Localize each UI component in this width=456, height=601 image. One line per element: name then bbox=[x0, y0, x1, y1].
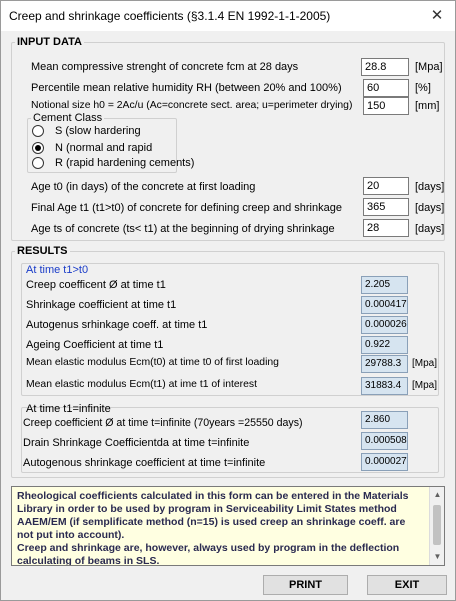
rh-input[interactable] bbox=[363, 79, 409, 97]
autog-t1-label: Autogenus srhinkage coeff. at time t1 bbox=[26, 319, 208, 331]
fcm-unit: [Mpa] bbox=[415, 61, 443, 73]
h0-unit: [mm] bbox=[415, 100, 440, 112]
ageing-t1-label: Ageing Coefficient at time t1 bbox=[26, 339, 164, 351]
autog-inf-value: 0.000027 bbox=[361, 453, 408, 471]
ecm-t1-label: Mean elastic modulus Ecm(t1) at ime t1 of interest bbox=[26, 379, 257, 390]
fcm-label: Mean compressive strenght of concrete fcm at 28 days bbox=[31, 61, 299, 73]
t0-label: Age t0 (in days) of the concrete at first loading bbox=[31, 181, 256, 193]
rh-unit: [%] bbox=[415, 82, 431, 94]
t0-input[interactable] bbox=[363, 177, 409, 195]
exit-button[interactable]: EXIT bbox=[367, 575, 447, 595]
shrink-t1-label: Shrinkage coefficient at time t1 bbox=[26, 299, 177, 311]
cement-n-label[interactable]: N (normal and rapid bbox=[55, 142, 153, 154]
fcm-input[interactable] bbox=[361, 58, 409, 76]
cement-n-radio[interactable] bbox=[32, 142, 44, 154]
window-title: Creep and shrinkage coefficients (§3.1.4 EN 1992-1-1-2005) bbox=[9, 9, 331, 23]
cement-s-radio[interactable] bbox=[32, 125, 44, 137]
ts-label: Age ts of concrete (ts< t1) at the beginning of drying shrinkage bbox=[31, 223, 335, 235]
note-scrollbar[interactable] bbox=[429, 487, 444, 565]
ts-unit: [days] bbox=[415, 223, 445, 235]
input-data-legend: INPUT DATA bbox=[17, 36, 82, 48]
cement-r-radio[interactable] bbox=[32, 157, 44, 169]
h0-label: Notional size h0 = 2Ac/u (Ac=concrete sect. area; u=perimeter drying) bbox=[31, 100, 353, 111]
results-legend: RESULTS bbox=[17, 245, 68, 257]
info-note[interactable] bbox=[11, 486, 445, 566]
creep-t1-label: Creep coefficent Ø at time t1 bbox=[26, 279, 166, 291]
title-bar bbox=[1, 1, 455, 31]
scroll-thumb[interactable] bbox=[433, 505, 441, 545]
ecm-t0-value: 29788.3 bbox=[361, 355, 408, 373]
up-arrow-icon[interactable]: ▲ bbox=[433, 490, 442, 499]
creep-inf-label: Creep coefficient Ø at time t=infinite (70years =25550 days) bbox=[23, 417, 303, 429]
cement-s-label[interactable]: S (slow hardering bbox=[55, 125, 141, 137]
ecm-t0-label: Mean elastic modulus Ecm(t0) at time t0 of first loading bbox=[26, 357, 279, 368]
ecm-t1-unit: [Mpa] bbox=[412, 380, 438, 391]
t1-input[interactable] bbox=[363, 198, 409, 216]
t0-unit: [days] bbox=[415, 181, 445, 193]
h0-input[interactable] bbox=[363, 97, 409, 115]
autog-t1-value: 0.000026 bbox=[361, 316, 408, 334]
t1-unit: [days] bbox=[415, 202, 445, 214]
drain-inf-value: 0.000508 bbox=[361, 432, 408, 450]
down-arrow-icon[interactable]: ▼ bbox=[433, 552, 442, 561]
ts-input[interactable] bbox=[363, 219, 409, 237]
ecm-t1-value: 31883.4 bbox=[361, 377, 408, 395]
creep-inf-value: 2.860 bbox=[361, 411, 408, 429]
creep-t1-value: 2.205 bbox=[361, 276, 408, 294]
ageing-t1-value: 0.922 bbox=[361, 336, 408, 354]
drain-inf-label: Drain Shrinkage Coefficientda at time t=infinite bbox=[23, 437, 250, 449]
autog-inf-label: Autogenous shrinkage coefficient at time t=infinite bbox=[23, 457, 266, 469]
infinite-results-subtitle: At time t1=infinite bbox=[26, 403, 111, 415]
close-icon[interactable]: ✕ bbox=[430, 7, 444, 24]
rh-label: Percentile mean relative humidity RH (between 20% and 100%) bbox=[31, 82, 342, 94]
shrink-t1-value: 0.000417 bbox=[361, 296, 408, 314]
info-note-text: Rheological coefficients calculated in this form can be entered in the Materials Library in order to be used by program in Serviceability Limit States method AAEM/EM (if semplificate method (n=15) is used creep an shrinkage coeff. are not put into account). Creep and shrinkage are, however, always used by program in the deflection calculating of beams in SLS. bbox=[17, 490, 409, 566]
ecm-t0-unit: [Mpa] bbox=[412, 358, 438, 369]
cement-r-label[interactable]: R (rapid hardening cements) bbox=[55, 157, 195, 169]
t1-label: Final Age t1 (t1>t0) of concrete for defining creep and shrinkage bbox=[31, 202, 342, 214]
print-button[interactable]: PRINT bbox=[263, 575, 348, 595]
t1-results-subtitle: At time t1>t0 bbox=[26, 264, 89, 276]
cement-class-legend: Cement Class bbox=[33, 112, 103, 124]
